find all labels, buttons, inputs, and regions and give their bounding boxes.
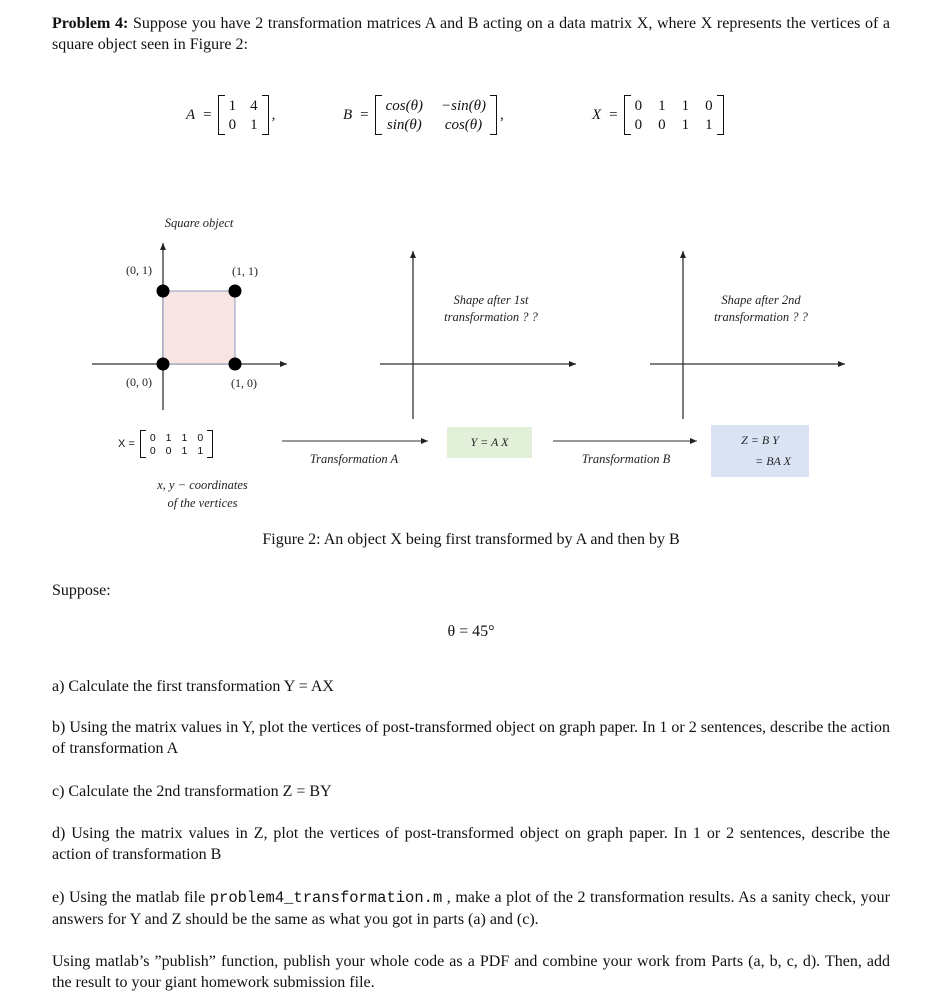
problem-label: Problem 4: bbox=[52, 15, 129, 32]
shape1-line2: transformation ? ? bbox=[444, 310, 538, 324]
matrix-x-entry-0-0: 0 bbox=[634, 97, 643, 114]
figure-x-matrix-entry-1-3: 1 bbox=[197, 444, 204, 457]
figure-x-matrix-entry-1-1: 0 bbox=[165, 444, 172, 457]
vertex-1-0 bbox=[229, 358, 242, 371]
problem-text: Suppose you have 2 transformation matrices A and B acting on a data matrix X, where X represents the vertices of a square object seen in Figure 2: bbox=[52, 15, 891, 53]
transformation-a-label: Transformation A bbox=[309, 452, 399, 466]
vertex-label-0-0: (0, 0) bbox=[126, 375, 152, 389]
transformation-b-label: Transformation B bbox=[581, 452, 671, 466]
xy-caption-line2: of the vertices bbox=[167, 496, 238, 510]
square-object-title: Square object bbox=[164, 216, 234, 230]
matrix-a-name: A bbox=[186, 106, 196, 123]
matrix-a: A = 1 4 0 1 , bbox=[186, 95, 275, 135]
vertex-label-0-1: (0, 1) bbox=[126, 263, 152, 277]
shape-after-first-label bbox=[420, 292, 562, 326]
part-e-suffix: , make a plot of the 2 transformation results. As a sanity check, your answers for Y and Z should be the same as what you got in parts (a) and (c). bbox=[52, 889, 891, 928]
matrix-b-entry-1-1: cos(θ) bbox=[444, 116, 483, 133]
y-equals-ax-box bbox=[447, 427, 532, 458]
part-d: d) Using the matrix values in Z, plot the vertices of post-transformed object on graph paper. In 1 or 2 sentences, describe the action of transformation B bbox=[52, 825, 890, 863]
shape2-line2: transformation ? ? bbox=[714, 310, 808, 324]
matrix-x-entry-1-2: 1 bbox=[681, 116, 690, 133]
figure-x-matrix-entry-1-2: 1 bbox=[181, 444, 188, 457]
vertex-0-1 bbox=[157, 285, 170, 298]
theta-value: θ = 45° bbox=[447, 623, 495, 640]
matrix-a-entry-1-1: 1 bbox=[250, 116, 258, 133]
matrix-b-entry-0-0: cos(θ) bbox=[385, 97, 423, 114]
matrix-b: B = cos(θ) −sin(θ) sin(θ) cos(θ) , bbox=[343, 95, 504, 135]
z-equals-by-box bbox=[711, 425, 809, 477]
figure-x-matrix-entry-0-1: 1 bbox=[165, 431, 172, 444]
suppose-label: Suppose: bbox=[52, 582, 111, 599]
matrix-b-entry-0-1: −sin(θ) bbox=[441, 97, 486, 114]
vertex-label-1-1: (1, 1) bbox=[232, 264, 258, 278]
figure-x-matrix-label: X = bbox=[118, 438, 135, 450]
matrix-x: X = 0 1 1 0 0 0 1 1 bbox=[592, 95, 724, 135]
vertex-0-0 bbox=[157, 358, 170, 371]
square-object bbox=[163, 291, 235, 364]
matlab-filename: problem4_transformation.m bbox=[209, 889, 443, 907]
z-box-line2: = BA X bbox=[755, 454, 791, 468]
matrix-b-entry-1-0: sin(θ) bbox=[386, 116, 422, 133]
figure-x-matrix bbox=[118, 430, 213, 458]
part-a: a) Calculate the first transformation Y = AX bbox=[52, 678, 334, 695]
figure-caption: Figure 2: An object X being first transformed by A and then by B bbox=[262, 531, 680, 548]
z-box-line1: Z = B Y bbox=[741, 433, 779, 447]
figure-x-matrix-entry-0-2: 1 bbox=[181, 431, 188, 444]
matrix-x-entry-0-2: 1 bbox=[681, 97, 690, 114]
matrix-b-name: B bbox=[343, 106, 353, 123]
shape1-line1: Shape after 1st bbox=[453, 293, 529, 307]
matrix-x-entry-1-3: 1 bbox=[705, 116, 713, 133]
figure-x-matrix-entry-0-3: 0 bbox=[197, 431, 204, 444]
publish-instructions: Using matlab’s ”publish” function, publish your whole code as a PDF and combine your work from Parts (a, b, c, d). Then, add the result to your giant homework submission file. bbox=[52, 953, 890, 991]
part-b: b) Using the matrix values in Y, plot the vertices of post-transformed object on graph paper. In 1 or 2 sentences, describe the action of transformation A bbox=[52, 719, 890, 757]
vertex-1-1 bbox=[229, 285, 242, 298]
figure-x-matrix-entry-0-0: 0 bbox=[149, 431, 156, 444]
y-box-text: Y = A X bbox=[470, 435, 509, 449]
matrix-a-entry-0-0: 1 bbox=[228, 97, 237, 114]
part-e-prefix: e) Using the matlab file bbox=[52, 889, 210, 906]
matrix-x-name: X bbox=[592, 106, 602, 123]
part-e bbox=[52, 887, 890, 930]
matrix-x-entry-0-1: 1 bbox=[658, 97, 666, 114]
matrix-a-entry-1-0: 0 bbox=[228, 116, 237, 133]
xy-caption-line1: x, y − coordinates bbox=[157, 478, 248, 492]
matrix-a-entry-0-1: 4 bbox=[250, 97, 258, 114]
figure-x-matrix-entry-1-0: 0 bbox=[149, 444, 156, 457]
shape-after-second-label bbox=[690, 292, 832, 326]
part-c: c) Calculate the 2nd transformation Z = BY bbox=[52, 783, 332, 800]
xy-coordinates-caption bbox=[135, 476, 270, 512]
shape2-line1: Shape after 2nd bbox=[721, 293, 801, 307]
matrix-x-entry-0-3: 0 bbox=[705, 97, 713, 114]
matrix-x-entry-1-1: 0 bbox=[658, 116, 666, 133]
figure-x-matrix-entries bbox=[146, 432, 207, 457]
vertex-label-1-0: (1, 0) bbox=[231, 376, 257, 390]
matrix-x-entry-1-0: 0 bbox=[634, 116, 643, 133]
